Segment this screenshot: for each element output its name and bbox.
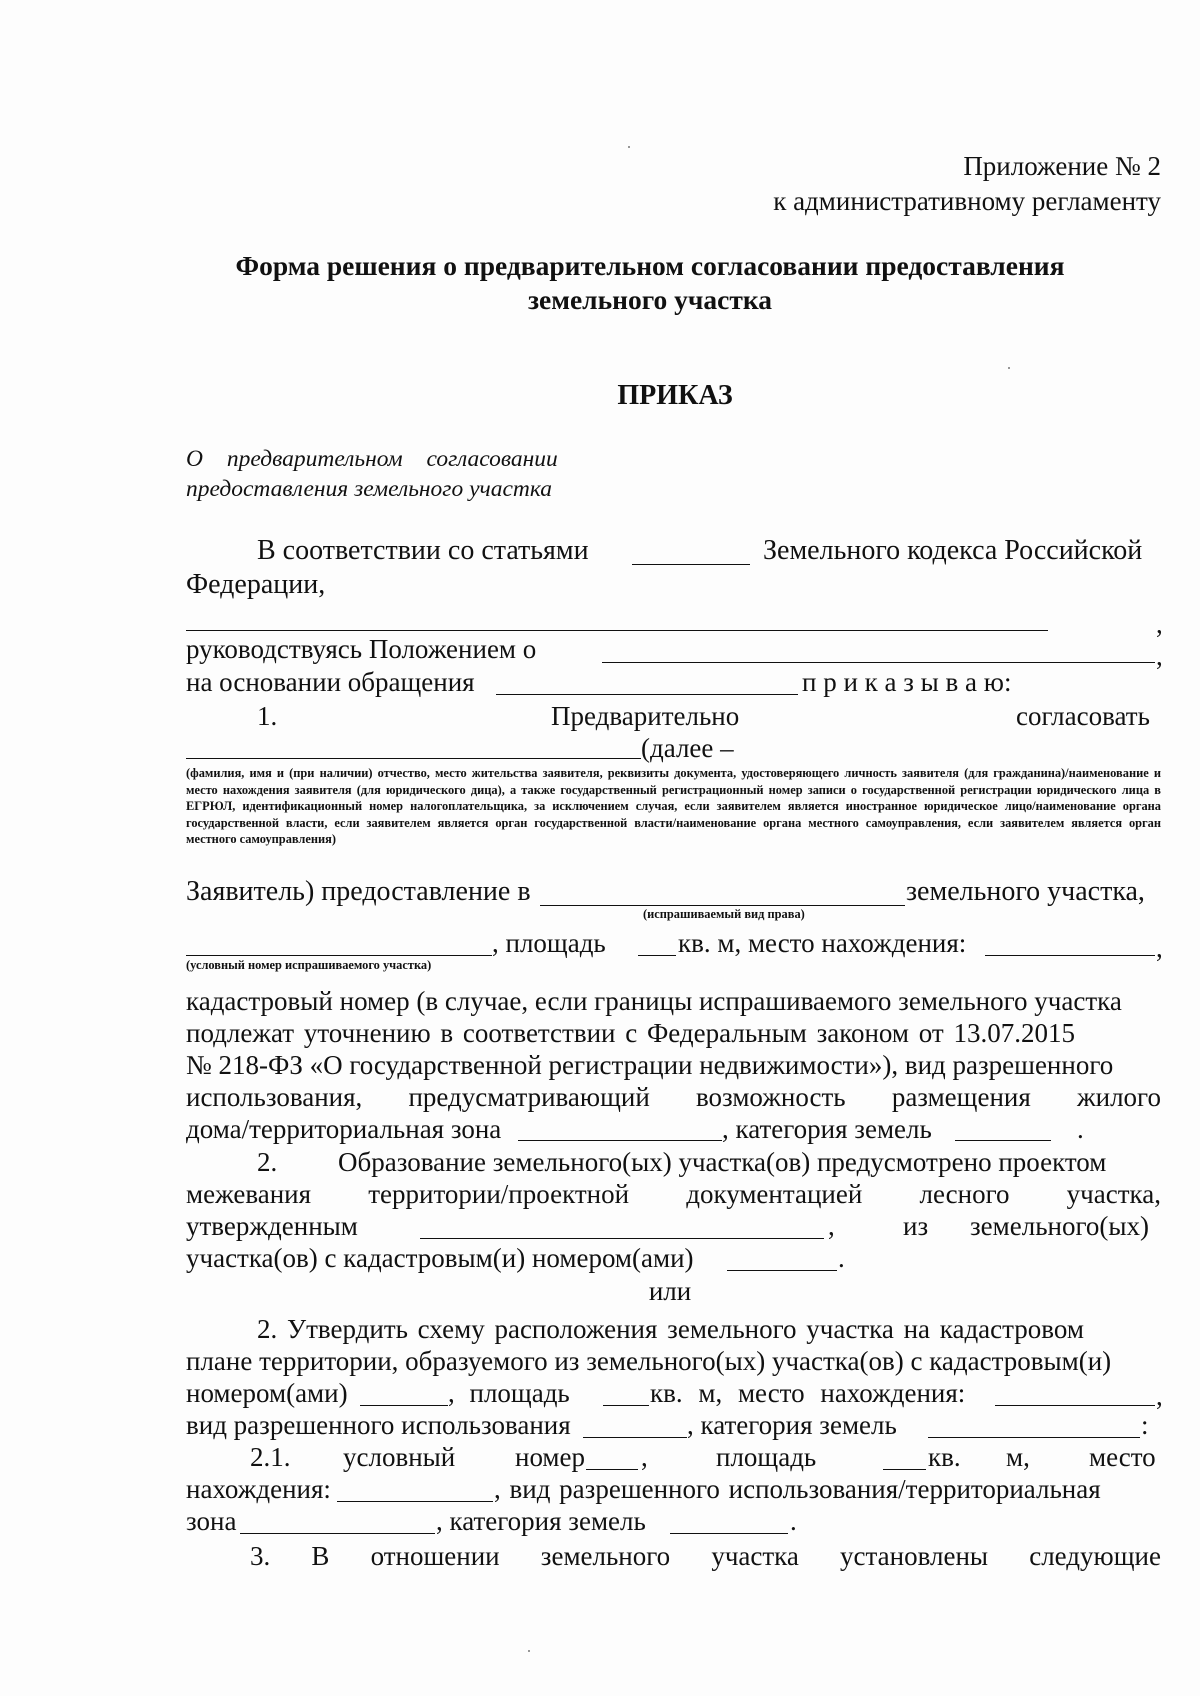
sub-item-text: , вид разрешенного использования/территориальная [494, 1474, 1101, 1504]
right-type-note: (испрашиваемый вид права) [643, 907, 805, 921]
zone-blank-line [240, 1533, 435, 1534]
area-text: кв. м, место нахождения: [678, 928, 967, 958]
approved-blank-line [420, 1238, 824, 1239]
sub-item-text: условный [343, 1442, 456, 1472]
sub-item-text: зона [186, 1506, 237, 1536]
blank-line [186, 630, 1048, 631]
cadastral-line: использования, предусматривающий возможность размещения жилого [186, 1082, 1161, 1112]
appendix-number: Приложение № 2 [963, 151, 1161, 181]
item2-text: межевания территории/проектной документацией лесного участка, [186, 1179, 1161, 1209]
sub-item-text: номер [515, 1442, 586, 1472]
alt-item2-text: номером(ами) [186, 1378, 348, 1408]
alt-item2-text: кв. м, место нахождения: [650, 1378, 966, 1408]
comma: , [1156, 933, 1163, 963]
applicant-blank-line [186, 758, 641, 759]
permitted-use-blank-line [583, 1437, 687, 1438]
area-text: , площадь [492, 928, 606, 958]
basis-text: на основании обращения [186, 667, 475, 697]
item1-text: согласовать [1016, 701, 1150, 731]
order-subject-line2: предоставления земельного участка [186, 476, 553, 502]
item3-text: 3. В отношении земельного участка установлены следующие [250, 1541, 1161, 1571]
conditional-number-blank-line [186, 955, 492, 956]
location-blank-line [337, 1501, 493, 1502]
alt-item2-text: 2. Утвердить схему расположения земельного участка на кадастровом [257, 1314, 1084, 1344]
orders-text: п р и к а з ы в а ю: [802, 667, 1012, 697]
sub-item-text: кв. [928, 1442, 961, 1472]
numbers-blank-line [360, 1405, 448, 1406]
land-category-blank-line [955, 1140, 1051, 1141]
form-title-line1: Форма решения о предварительном согласовании предоставления [235, 250, 1065, 281]
scan-speck [628, 146, 630, 148]
period: . [838, 1243, 845, 1273]
articles-blank-line [632, 564, 750, 565]
area-blank-line [603, 1405, 649, 1406]
alt-item2-text: , категория земель [687, 1410, 897, 1440]
land-category-text: , категория земель [722, 1114, 932, 1144]
colon: : [1141, 1410, 1149, 1440]
period: . [1077, 1114, 1084, 1144]
or-text: или [648, 1276, 692, 1306]
alt-item2-text: плане территории, образуемого из земельного(ых) участка(ов) с кадастровым(и) [186, 1346, 1112, 1376]
item-number: 2.1. [250, 1442, 291, 1472]
location-blank-line [985, 955, 1155, 956]
land-category-blank-line [928, 1437, 1140, 1438]
federation-text: Федерации, [186, 569, 326, 600]
sub-item-text: , категория земель [436, 1506, 646, 1536]
request-blank-line [496, 694, 798, 695]
applicant-note: (фамилия, имя и (при наличии) отчество, место жительства заявителя, реквизиты документа, удостоверяющего личность заявителя (для гражданина)/наименование и место нахождения заявителя (для юридического дица), а также государственный регистрационный номер записи о государственной регистрации юридического лица в ЕГРЮЛ, идентификационный номер налогоплательщика, за исключением случая, если заявителем является иностранное юридическое лицо/наименование органа государственной власти, если заявителем является орган государственной власти/наименование органа местного самоуправления, если заявителем является орган местного самоуправления) [186, 766, 1161, 846]
appendix-regulation: к административному регламенту [773, 186, 1161, 216]
sub-item-text: площадь [716, 1442, 817, 1472]
conditional-number-blank-line [586, 1469, 638, 1470]
sub-item-text: место [1089, 1442, 1156, 1472]
comma: , [1156, 641, 1163, 671]
order-heading: ПРИКАЗ [617, 380, 733, 411]
guided-text: руководствуясь Положением о [186, 634, 537, 664]
sub-item-text: м, [1006, 1442, 1030, 1472]
item-number: 1. [257, 701, 278, 731]
order-subject-line1: О предварительном согласовании [186, 446, 558, 472]
area-blank-line [883, 1469, 926, 1470]
period: . [790, 1506, 797, 1536]
item-number: 2. [257, 1147, 278, 1177]
item2-text: утвержденным [186, 1211, 358, 1241]
zone-blank-line [518, 1140, 722, 1141]
item1-text: Предварительно [551, 701, 740, 731]
cadastral-line: подлежат уточнению в соответствии с Федеральным законом от 13.07.2015 [186, 1018, 1075, 1048]
cadastral-line: кадастровый номер (в случае, если границы испрашиваемого земельного участка [186, 986, 1122, 1016]
cadastral-number-blank-line [727, 1270, 837, 1271]
zone-text: дома/территориальная зона [186, 1114, 502, 1144]
comma: , [828, 1211, 835, 1241]
applicant-text: земельного участка, [906, 876, 1145, 907]
scan-speck [528, 1650, 530, 1652]
location-blank-line [995, 1405, 1155, 1406]
regulation-blank-line [602, 662, 1155, 663]
cadastral-line: № 218-ФЗ «О государственной регистрации недвижимости»), вид разрешенного [186, 1050, 1114, 1080]
item2-text: из [903, 1211, 929, 1241]
applicant-text: Заявитель) предоставление в [186, 876, 531, 907]
item2-text: Образование земельного(ых) участка(ов) предусмотрено проектом [338, 1147, 1107, 1177]
comma: , [1156, 609, 1163, 639]
scan-speck [1008, 367, 1010, 369]
item2-text: земельного(ых) [970, 1211, 1149, 1241]
alt-item2-text: вид разрешенного использования [186, 1410, 571, 1440]
comma: , [641, 1442, 648, 1472]
land-category-blank-line [670, 1533, 788, 1534]
legal-basis-text: В соответствии со статьями [257, 535, 589, 566]
comma: , [1156, 1381, 1163, 1411]
alt-item2-text: , площадь [448, 1378, 570, 1408]
area-blank-line [638, 955, 676, 956]
item1-text: (далее – [641, 733, 734, 763]
form-title-line2: земельного участка [527, 284, 773, 315]
item2-text: участка(ов) с кадастровым(и) номером(ами) [186, 1243, 694, 1273]
conditional-number-note: (условный номер испрашиваемого участка) [186, 958, 432, 972]
sub-item-text: нахождения: [186, 1474, 331, 1504]
land-code-text: Земельного кодекса Российской [763, 535, 1143, 566]
